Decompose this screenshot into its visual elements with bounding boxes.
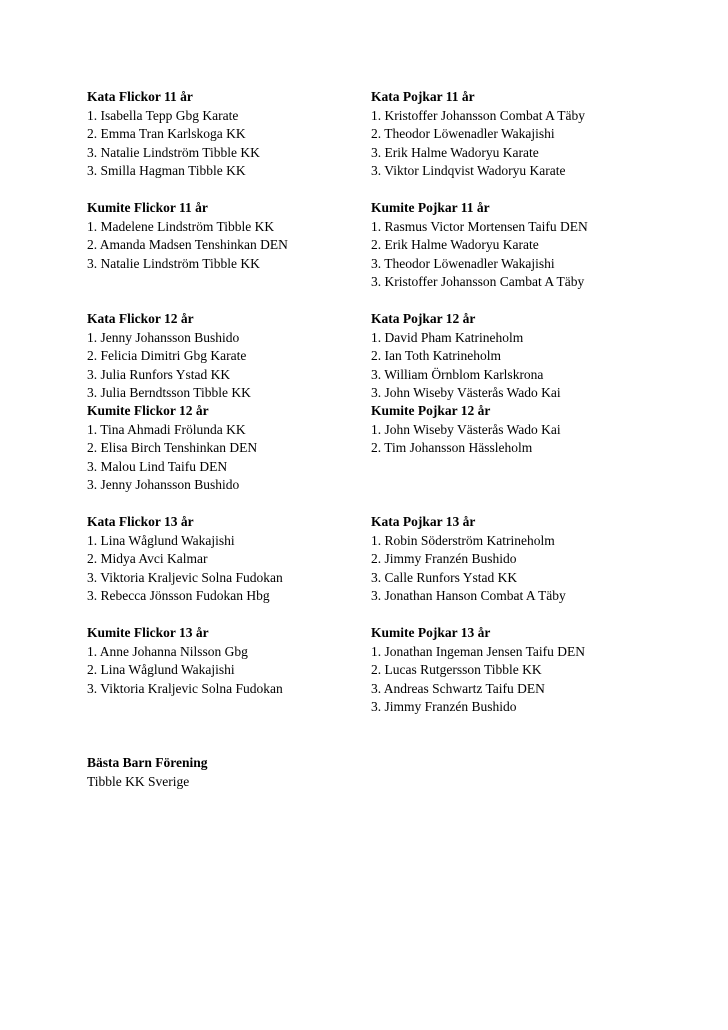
result-entry: 3. Viktoria Kraljevic Solna Fudokan bbox=[87, 569, 283, 585]
result-entry: 3. Jenny Johansson Bushido bbox=[87, 477, 240, 492]
result-section bbox=[371, 513, 671, 606]
result-entry: 3. Erik Halme Wadoryu Karate bbox=[371, 144, 539, 160]
result-entry: 3. William Örnblom Karlskrona bbox=[371, 366, 544, 382]
result-entry: 1. Jonathan Ingeman Jensen Taifu DEN bbox=[371, 643, 586, 659]
result-entry: 3. Viktor Lindqvist Wadoryu Karate bbox=[371, 163, 566, 178]
result-entry: 1. Kristoffer Johansson Combat A Täby bbox=[371, 107, 585, 123]
result-entry: 1. Anne Johanna Nilsson Gbg bbox=[87, 643, 248, 659]
result-entry: 3. Rebecca Jönsson Fudokan Hbg bbox=[87, 588, 270, 603]
result-entry: 1. Jenny Johansson Bushido bbox=[87, 329, 240, 345]
section-heading: Kumite Flickor 12 år bbox=[87, 403, 209, 418]
result-section bbox=[371, 402, 671, 458]
section-heading: Kata Flickor 11 år bbox=[87, 89, 193, 104]
result-entry: 3. Julia Runfors Ystad KK bbox=[87, 366, 231, 382]
section-heading: Kata Pojkar 11 år bbox=[371, 89, 475, 104]
best-club-heading: Bästa Barn Förening bbox=[87, 755, 208, 770]
result-entry: 2. Emma Tran Karlskoga KK bbox=[87, 126, 246, 141]
result-entry: 2. Midya Avci Kalmar bbox=[87, 551, 208, 566]
result-entry: 2. Lina Wåglund Wakajishi bbox=[87, 662, 235, 677]
result-entry: 3. Natalie Lindström Tibble KK bbox=[87, 144, 260, 160]
result-section bbox=[87, 199, 357, 273]
result-entry: 3. Malou Lind Taifu DEN bbox=[87, 458, 228, 474]
result-section bbox=[87, 402, 357, 495]
result-entry: 1. Lina Wåglund Wakajishi bbox=[87, 532, 235, 548]
section-heading: Kumite Pojkar 13 år bbox=[371, 625, 491, 640]
result-section bbox=[87, 624, 357, 698]
section-heading: Kata Pojkar 13 år bbox=[371, 514, 476, 529]
result-entry: 1. Robin Söderström Katrineholm bbox=[371, 532, 555, 548]
result-entry: 2. Jimmy Franzén Bushido bbox=[371, 551, 517, 566]
result-entry: 3. Calle Runfors Ystad KK bbox=[371, 569, 518, 585]
best-club-section bbox=[87, 754, 387, 791]
result-section bbox=[371, 199, 671, 292]
best-club-value: Tibble KK Sverige bbox=[87, 773, 190, 789]
result-section bbox=[371, 310, 671, 403]
result-section bbox=[87, 310, 357, 403]
result-entry: 2. Theodor Löwenadler Wakajishi bbox=[371, 126, 555, 141]
result-entry: 1. John Wiseby Västerås Wado Kai bbox=[371, 421, 561, 437]
section-heading: Kata Pojkar 12 år bbox=[371, 311, 476, 326]
result-entry: 3. Viktoria Kraljevic Solna Fudokan bbox=[87, 680, 283, 696]
result-entry: 3. Jonathan Hanson Combat A Täby bbox=[371, 588, 566, 603]
result-entry: 3. Julia Berndtsson Tibble KK bbox=[87, 385, 251, 400]
result-entry: 2. Lucas Rutgersson Tibble KK bbox=[371, 662, 542, 677]
result-entry: 2. Tim Johansson Hässleholm bbox=[371, 440, 533, 455]
section-heading: Kumite Flickor 11 år bbox=[87, 200, 208, 215]
result-entry: 3. Kristoffer Johansson Cambat A Täby bbox=[371, 274, 585, 289]
result-entry: 3. Theodor Löwenadler Wakajishi bbox=[371, 255, 555, 271]
result-section bbox=[371, 88, 671, 181]
result-entry: 2. Ian Toth Katrineholm bbox=[371, 348, 502, 363]
result-entry: 2. Elisa Birch Tenshinkan DEN bbox=[87, 440, 258, 455]
result-entry: 1. David Pham Katrineholm bbox=[371, 329, 524, 345]
result-section bbox=[87, 513, 357, 606]
result-entry: 3. John Wiseby Västerås Wado Kai bbox=[371, 385, 561, 400]
section-heading: Kata Flickor 12 år bbox=[87, 311, 194, 326]
result-entry: 1. Isabella Tepp Gbg Karate bbox=[87, 107, 239, 123]
result-section bbox=[371, 624, 671, 717]
result-entry: 2. Felicia Dimitri Gbg Karate bbox=[87, 348, 247, 363]
result-entry: 1. Rasmus Victor Mortensen Taifu DEN bbox=[371, 218, 588, 234]
result-entry: 2. Erik Halme Wadoryu Karate bbox=[371, 237, 539, 252]
result-entry: 3. Smilla Hagman Tibble KK bbox=[87, 163, 246, 178]
section-heading: Kata Flickor 13 år bbox=[87, 514, 194, 529]
section-heading: Kumite Pojkar 11 år bbox=[371, 200, 490, 215]
result-entry: 1. Tina Ahmadi Frölunda KK bbox=[87, 421, 246, 437]
section-heading: Kumite Flickor 13 år bbox=[87, 625, 209, 640]
result-entry: 3. Natalie Lindström Tibble KK bbox=[87, 255, 260, 271]
result-entry: 2. Amanda Madsen Tenshinkan DEN bbox=[87, 237, 288, 252]
result-entry: 1. Madelene Lindström Tibble KK bbox=[87, 218, 275, 234]
section-heading: Kumite Pojkar 12 år bbox=[371, 403, 491, 418]
result-entry: 3. Andreas Schwartz Taifu DEN bbox=[371, 680, 545, 696]
result-entry: 3. Jimmy Franzén Bushido bbox=[371, 699, 517, 714]
result-section bbox=[87, 88, 357, 181]
